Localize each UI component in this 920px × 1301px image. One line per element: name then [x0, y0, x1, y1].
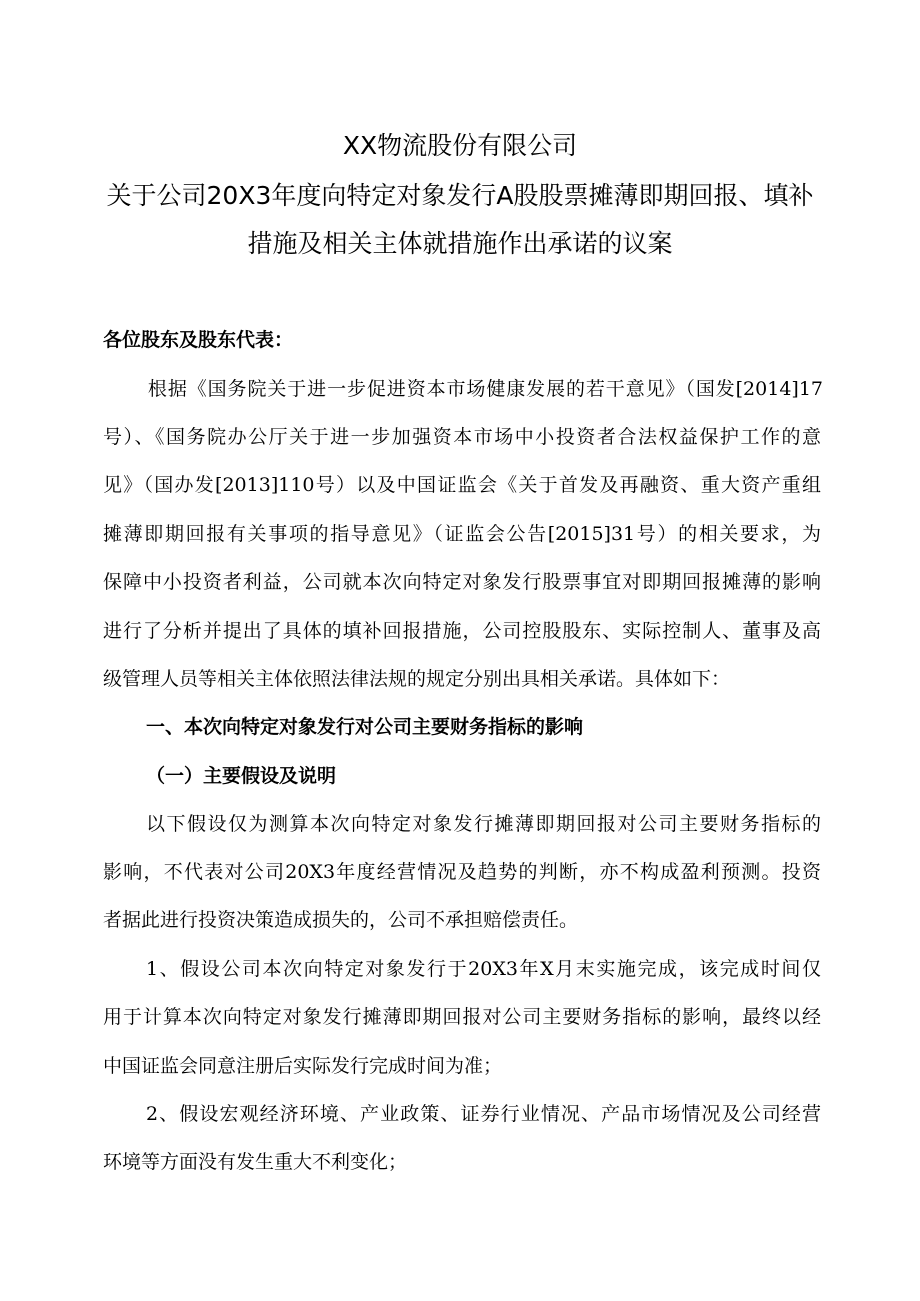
subsection-heading: （一）主要假设及说明 [146, 765, 337, 787]
assumption-line: 影响，不代表对公司20X3年度经营情况及趋势的判断，亦不构成盈利预测。投资 [103, 861, 821, 883]
section-heading: 一、本次向特定对象发行对公司主要财务指标的影响 [146, 716, 584, 738]
assumption-item-1: 中国证监会同意注册后实际发行完成时间为准； [103, 1055, 503, 1077]
motion-title-line-2: 措施及相关主体就措施作出承诺的议案 [247, 229, 673, 258]
motion-title-line-1: 关于公司20X3年度向特定对象发行A股股票摊薄即期回报、填补 [106, 181, 814, 210]
intro-line: 见》（国办发[2013]110号）以及中国证监会《关于首发及再融资、重大资产重组 [103, 474, 821, 496]
assumption-item-1: 1、假设公司本次向特定对象发行于20X3年X月末实施完成，该完成时间仅 [146, 958, 821, 980]
salutation: 各位股东及股东代表： [103, 329, 294, 351]
assumption-item-1: 用于计算本次向特定对象发行摊薄即期回报对公司主要财务指标的影响，最终以经 [103, 1006, 821, 1028]
intro-line: 号）、《国务院办公厅关于进一步加强资本市场中小投资者合法权益保护工作的意 [103, 426, 821, 448]
assumption-line: 以下假设仅为测算本次向特定对象发行摊薄即期回报对公司主要财务指标的 [146, 813, 821, 835]
assumption-item-2: 2、假设宏观经济环境、产业政策、证券行业情况、产品市场情况及公司经营 [146, 1103, 821, 1125]
intro-line: 保障中小投资者利益，公司就本次向特定对象发行股票事宜对即期回报摊薄的影响 [103, 571, 821, 593]
company-title: XX物流股份有限公司 [342, 131, 578, 160]
intro-line-text: 根据《国务院关于进一步促进资本市场健康发展的若干意见》（国发[2014]17 [147, 378, 823, 400]
intro-line [103, 376, 823, 402]
intro-line: 级管理人员等相关主体依照法律法规的规定分别出具相关承诺。具体如下： [103, 668, 731, 690]
intro-line: 摊薄即期回报有关事项的指导意见》（证监会公告[2015]31号）的相关要求，为 [103, 523, 821, 545]
assumption-item-2: 环境等方面没有发生重大不利变化； [103, 1151, 408, 1173]
intro-line: 进行了分析并提出了具体的填补回报措施，公司控股股东、实际控制人、董事及高 [103, 620, 821, 642]
assumption-line: 者据此进行投资决策造成损失的，公司不承担赔偿责任。 [103, 909, 579, 931]
